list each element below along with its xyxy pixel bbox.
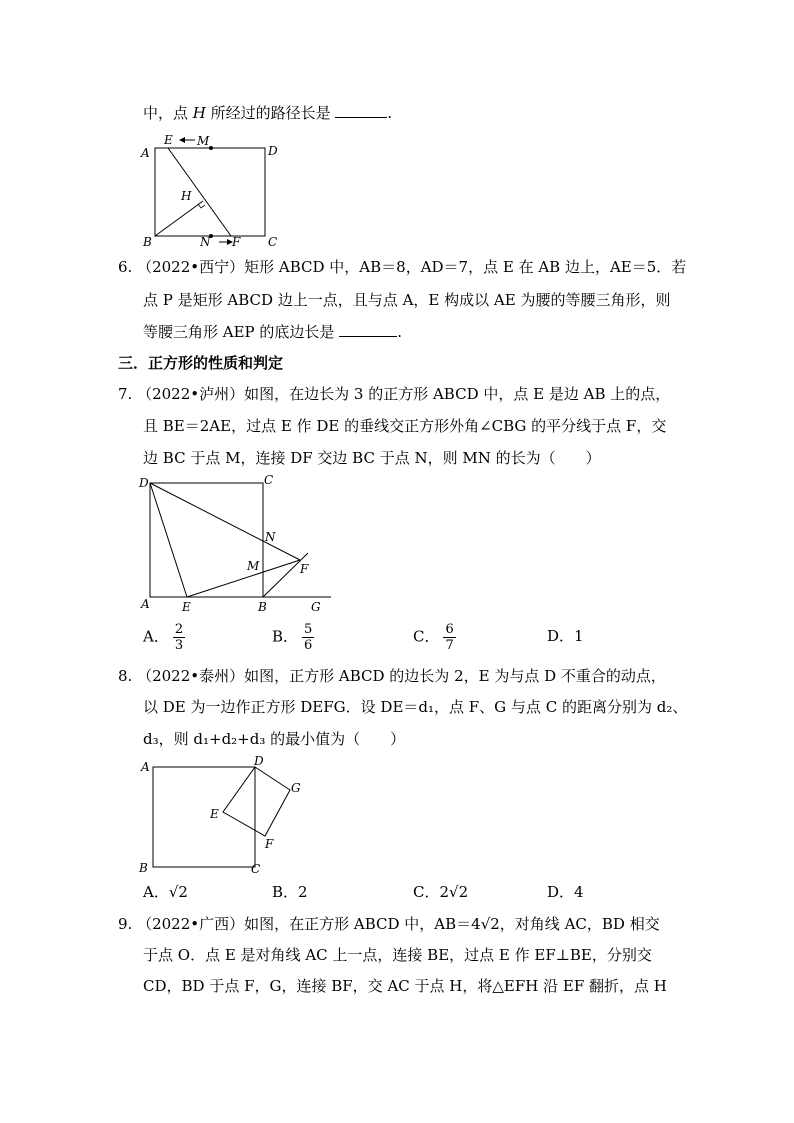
- fig5-label-n: N: [200, 235, 211, 249]
- q7-option-d[interactable]: D．1: [547, 627, 584, 645]
- q7-option-b[interactable]: B． $\frac{5}{6}$: [272, 622, 313, 653]
- q8-option-a[interactable]: A．√2: [143, 883, 188, 901]
- fig7-label-g: G: [311, 600, 321, 614]
- q5-tail-line: 中，点 H 所经过的路径长是 .: [143, 104, 393, 122]
- fig7-label-c: C: [264, 473, 274, 487]
- figure-rectangle-abcd: [135, 128, 285, 250]
- q9-line3: CD，BD 于点 F，G，连接 BF，交 AC 于点 H，将△EFH 沿 EF 翻折，点 H: [143, 977, 667, 995]
- q7-option-a[interactable]: A． $\frac{2}{3}$: [143, 622, 184, 653]
- fig7-label-b: B: [258, 600, 267, 614]
- fig7-label-f: F: [300, 562, 309, 576]
- fig8-label-e: E: [210, 807, 219, 821]
- q6-line3: 等腰三角形 AEP 的底边长是 .: [143, 323, 402, 341]
- fig8-label-d: D: [254, 754, 264, 768]
- answer-blank[interactable]: [335, 103, 387, 118]
- fig5-label-e: E: [164, 133, 173, 147]
- q6-line1: 6. （2022•西宁）矩形 ABCD 中，AB＝8，AD＝7，点 E 在 AB 边上，AE＝5．若: [118, 258, 687, 276]
- fig7-label-e: E: [182, 600, 191, 614]
- fig5-label-c: C: [268, 235, 278, 249]
- q7-line3: 边 BC 于点 M，连接 DF 交边 BC 于点 N，则 MN 的长为（ ）: [143, 449, 601, 467]
- q8-line2: 以 DE 为一边作正方形 DEFG．设 DE＝d₁，点 F、G 与点 C 的距离分别为 d₂、: [143, 698, 688, 716]
- fig5-label-d: D: [268, 144, 278, 158]
- fig5-label-f: F: [232, 235, 241, 249]
- q9-line2: 于点 O．点 E 是对角线 AC 上一点，连接 BE，过点 E 作 EF⊥BE，分别交: [143, 946, 652, 964]
- q6-line2: 点 P 是矩形 ABCD 边上一点，且与点 A，E 构成以 AE 为腰的等腰三角形，则: [143, 291, 671, 309]
- q8-line3: d₃，则 d₁+d₂+d₃ 的最小值为（ ）: [143, 730, 406, 748]
- fig8-label-g: G: [291, 781, 301, 795]
- q8-line1: 8. （2022•泰州）如图，正方形 ABCD 的边长为 2，E 为与点 D 不重合的动点，: [118, 667, 666, 685]
- q8-option-c[interactable]: C．2√2: [413, 883, 469, 901]
- fig7-label-m: M: [247, 559, 260, 573]
- fig8-label-f: F: [265, 837, 274, 851]
- q9-line1: 9. （2022•广西）如图，在正方形 ABCD 中，AB＝4√2，对角线 AC，BD 相交: [118, 915, 660, 933]
- fig5-label-h: H: [181, 189, 192, 203]
- q7-line2: 且 BE＝2AE，过点 E 作 DE 的垂线交正方形外角∠CBG 的平分线于点 F，交: [143, 417, 667, 435]
- fig5-label-a: A: [141, 146, 150, 160]
- fig7-label-a: A: [141, 597, 150, 611]
- answer-blank[interactable]: [339, 322, 397, 337]
- fig8-label-b: B: [139, 861, 148, 875]
- figure-square-8: [135, 752, 310, 877]
- fig8-label-c: C: [251, 862, 261, 876]
- fig5-label-b: B: [143, 235, 152, 249]
- q8-option-d[interactable]: D．4: [547, 883, 584, 901]
- q8-option-b[interactable]: B．2: [272, 883, 308, 901]
- fig5-label-m: M: [197, 134, 210, 148]
- fig7-label-n: N: [265, 530, 276, 544]
- q7-option-c[interactable]: C． $\frac{6}{7}$: [413, 622, 454, 653]
- figure-square-7: [135, 470, 335, 615]
- section-heading: 三．正方形的性质和判定: [118, 354, 284, 372]
- fig7-label-d: D: [139, 476, 149, 490]
- q7-line1: 7. （2022•泸州）如图，在边长为 3 的正方形 ABCD 中，点 E 是边 AB 上的点，: [118, 385, 671, 403]
- fig8-label-a: A: [141, 760, 150, 774]
